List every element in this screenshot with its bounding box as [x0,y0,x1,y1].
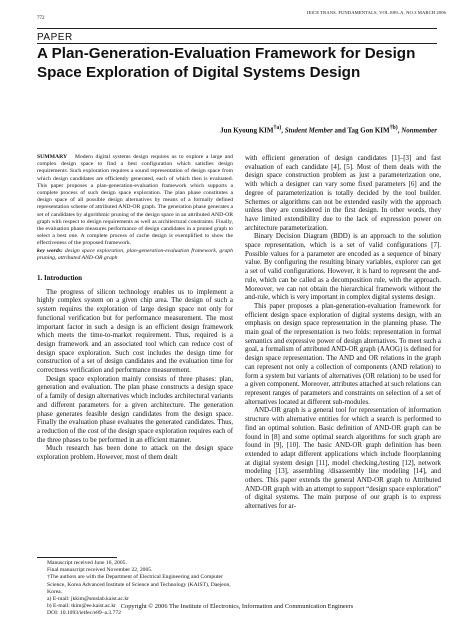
left-column [37,154,233,462]
footnote-received: Manuscript received June 16, 2005. [47,560,127,566]
author-2-name: Tag Gon KIM [347,126,390,135]
intro-paragraph-1: The progress of silicon technology enables us to implement a highly complex system on a given chip area. The design of such a system requires the exploration of large design space not only for functional verification but for performance measurement. The most important factor in such a design is an efficient design framework which meets the time-to-market requirement. Thus, required is a design framework and an associated tool which can reduce cost of design space exploration. Such cost includes the design time for construction of a set of design candidates and the evaluation time for correctness verification and performance measurement. [37,287,233,375]
summary-block [37,154,233,248]
right-column [245,154,441,511]
keywords-label: key words: [37,247,63,254]
paper-title: A Plan-Generation-Evaluation Framework for Design Space Exploration of Digital Systems Design [37,45,416,81]
footnote-affiliation: †The authors are with the Department of Electrical Engineering and Computer Science, Korea Advanced Institute of Science and Technology (KAIST), Daejeon, Korea. [47,574,231,595]
summary-label: SUMMARY [37,154,68,160]
author-line: Jun Kyoung KIM$^{\dagger a)}$, Student Member and Tag Gon KIM$^{\dagger b)}$, Nonmember [220,125,437,135]
copyright-line: Copyright © 2006 The Institute of Electronics, Information and Communication Engineers [120,603,354,610]
author-1-membership: Student Member [284,126,333,135]
section-heading-introduction: 1. Introduction [37,274,82,283]
right-paragraph-3: This paper proposes a plan-generation-evaluation framework for efficient design space exploration of digital systems design, with an emphasis on design space representation in the planning phase. The main goal of the representation is two folds: representation in formal semantics and expressive power of design alternatives. To meet such a goal, a formalism of attributed AND-OR graph (AAOG) is defined for design space representation. The AND and OR relations in the graph can represent not only a collection of components (AND relation) to form a system but variants of alternatives (OR relation) to be used for a given component. Moreover, attributes attached at such relations can represent ranges of parameters and constraints on selection of a set of alternatives located at different sub-modules. [245,301,441,406]
keywords-block [37,248,233,262]
page-number: 772 [37,16,45,21]
right-paragraph-4: AND-OR graph is a general tool for representation of information structure with alternative entities for which a search is performed to find an optimal solution. Basic definition of AND-OR graph can be found in [8] and some optimal search algorithms for such graph are found in [9], [10]. The basic AND-OR graph definition has been extended to adapt different applications which include floorplanning at digital system design [11], model checking,/testing [12], network modeling [13], assembling /disassembly line modeling [14], and others. This paper extends the general AND-OR graph to Attributed AND-OR graph with an attempt to support “design space exploration” of digital systems. The main purpose of our graph is to express alternatives for ar- [245,406,441,511]
footnote-email-b: b) E-mail: tkim@ee.kaist.ac.kr [47,603,116,610]
right-paragraph-2: Binary Decision Diagram (BDD) is an approach to the solution space representation, which is a set of valid configurations [7]. Possible values for a parameter are encoded as a sequence of binary value. By configuring the resulting binary variables, explorer can get a set of valid configurations. However, it is hard to represent the and-rule, which can be called as a decomposition rule, with the approach. Moreover, we can not obtain the hierarchical framework without the and-rule, which is very important in complex digital systems design. [245,232,441,302]
header-rule [37,28,437,29]
paper-type-label: PAPER [37,32,73,43]
footnote-email-a: a) E-mail: jkkim@smslab.kaist.ac.kr [47,596,130,603]
right-paragraph-1: with efficient generation of design candidates [1]–[3] and fast evaluation of each candidate [4], [5]. Most of them deals with the design space construction problem as just a parameterization one, with which a designer can vary some fixed parameters [6] and the degree of parameterization is totally decided by the tool builder. Schemes or algorithms can not be extended easily with the approach unless they are considered in the first design. In other words, they have limited extendibility due to the lack of expression power on architecture parameterization. [245,154,441,232]
footnote-doi: DOI: 10.1093/ietfec/e89–a.3.772 [47,610,121,617]
keywords-text: design space exploration, plan-generation-evaluation framework, graph pruning, attributed AND-OR graph [37,247,233,261]
author-1-name: Jun Kyoung KIM [220,126,274,135]
author-1-superscript: †a) [273,125,282,131]
footnote-rule [37,557,117,558]
journal-header: IEICE TRANS. FUNDAMENTALS, VOL.E89–A, NO.3 MARCH 2006 [306,10,446,15]
footnote-final: Final manuscript received November 22, 2005. [47,567,153,574]
intro-paragraph-3: Much research has been done to attack on the design space exploration problem. However, most of them dealt [37,444,233,462]
summary-text: Modern digital systems design requires us to explore a large and complex design space to find a best configuration which satisfies design requirements. Such exploration requires a sound representation of design space from which design candidates are efficiently generated, each of which then is evaluated. This paper proposes a plan-generation-evaluation framework which supports a complete process of such design space exploration. The plan phase constitutes a design space of all possible design alternatives by means of a formally defined representation scheme of attributed AND-OR graph. The generation phase generates a set of candidates by algorithmic pruning of the design space in an attributed AND-OR graph with respect to design requirements as well as architectural constraints. Finally, the evaluation phase measures performance of design candidates in a pruned graph to select a best one. A complete process of cache design is exemplified to show the effectiveness of the proposed framework. [37,154,234,247]
author-2-superscript: †b) [389,125,398,131]
intro-paragraph-2: Design space exploration mainly consists of three phases: plan, generation and evaluation. The plan phase constructs a design space of a family of design alternatives which includes architectural variants and different parameters for a given architecture. The generation phase generates feasible design candidates from the design space. Finally the evaluation phase evaluates the generated candidates. Thus, a reduction of the cost of the design space exploration requires each of the three phases to be performed in an efficient manner. [37,374,233,444]
author-2-membership: Nonmember [401,126,437,135]
author-conjunction: and [334,126,346,135]
